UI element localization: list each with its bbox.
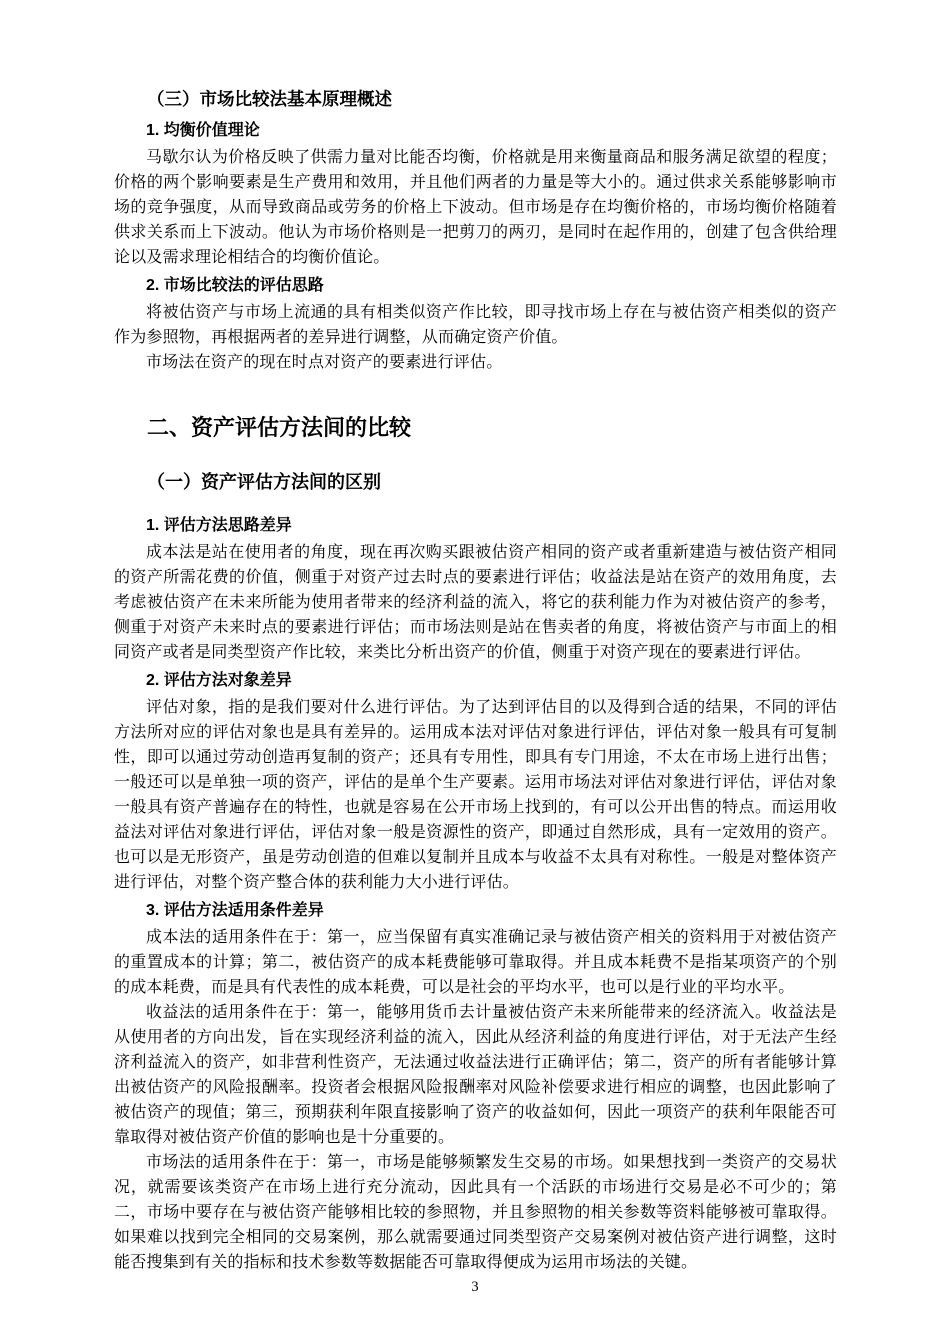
paragraph-cost-method-conditions: 成本法的适用条件在于：第一，应当保留有真实准确记录与被估资产相关的资料用于对被估资产的重置成本的计算；第二，被估资产的成本耗费能够可靠取得。并且成本耗费不是指某项资产的个别的成本耗费，而是具有代表性的成本耗费，可以是社会的平均水平，也可以是行业的平均水平。 bbox=[114, 929, 837, 996]
section-heading-method-differences: （一）资产评估方法间的区别 bbox=[147, 472, 381, 492]
subheading-approach-difference: 1. 评估方法思路差异 bbox=[146, 517, 292, 534]
paragraph-object-difference: 评估对象，指的是我们要对什么进行评估。为了达到评估目的以及得到合适的结果，不同的评估方法所对应的评估对象也是具有差异的。运用成本法对评估对象进行评估，评估对象一般具有可复制性，即可以通过劳动创造再复制的资产；还具有专用性，即具有专门用途，不太在市场上进行出售；一般还可以是单独一项的资产，评估的是单个生产要素。运用市场法对评估对象进行评估，评估对象一般具有资产普遍存在的特性，也就是容易在公开市场上找到的，有可以公开出售的特点。而运用收益法对评估对象进行评估，评估对象一般是资源性的资产，即通过自然形成，具有一定效用的资产。也可以是无形资产，虽是劳动创造的但难以复制并且成本与收益不太具有对称性。一般是对整体资产进行评估，对整个资产整合体的获利能力大小进行评估。 bbox=[114, 699, 837, 891]
paragraph-equilibrium-theory: 马歇尔认为价格反映了供需力量对比能否均衡，价格就是用来衡量商品和服务满足欲望的程度；价格的两个影响要素是生产费用和效用，并且他们两者的力量是等大小的。通过供求关系能够影响市场的竞争强度，从而导致商品或劳务的价格上下波动。但市场是存在均衡价格的，市场均衡价格随着供求关系而上下波动。他认为市场价格则是一把剪刀的两刃，是同时在起作用的，创建了包含供给理论以及需求理论相结合的均衡价值论。 bbox=[114, 149, 837, 266]
section-heading-market-comparison-overview: （三）市场比较法基本原理概述 bbox=[147, 89, 392, 109]
paragraph-income-method-conditions: 收益法的适用条件在于：第一，能够用货币去计量被估资产未来所能带来的经济流入。收益法是从使用者的方向出发，旨在实现经济利益的流入，因此从经济利益的角度进行评估，对于无法产生经济利益流入的资产，如非营利性资产，无法通过收益法进行正确评估；第二，资产的所有者能够计算出被估资产的风险报酬率。投资者会根据风险报酬率对风险补偿要求进行相应的调整，也因此影响了被估资产的现值；第三，预期获利年限直接影响了资产的收益如何，因此一项资产的获利年限能否可靠取得对被估资产价值的影响也是十分重要的。 bbox=[114, 1004, 837, 1146]
paragraph-market-method-conditions: 市场法的适用条件在于：第一，市场是能够频繁发生交易的市场。如果想找到一类资产的交易状况，就需要该类资产在市场上进行充分流动，因此具有一个活跃的市场进行交易是必不可少的；第二，市场中要存在与被估资产能够相比较的参照物，并且参照物的相关参数等资料能够被可靠取得。如果难以找到完全相同的交易案例，那么就需要通过同类型资产交易案例对被估资产进行调整，这时能否搜集到有关的指标和技术参数等数据能否可靠取得便成为运用市场法的关键。 bbox=[114, 1154, 837, 1271]
page-number: 3 bbox=[471, 1279, 479, 1295]
subheading-object-difference: 2. 评估方法对象差异 bbox=[146, 672, 292, 689]
paragraph-market-approach-2: 市场法在资产的现在时点对资产的要素进行评估。 bbox=[146, 354, 503, 371]
paragraph-approach-difference: 成本法是站在使用者的角度，现在再次购买跟被估资产相同的资产或者重新建造与被估资产相同的资产所需花费的价值，侧重于对资产过去时点的要素进行评估；收益法是站在资产的效用角度，去考虑被估资产在未来所能为使用者带来的经济利益的流入，将它的获利能力作为对被估资产的参考，侧重于对资产未来时点的要素进行评估；而市场法则是站在售卖者的角度，将被估资产与市面上的相同资产或者是同类型资产作比较，来类比分析出资产的价值，侧重于对资产现在的要素进行评估。 bbox=[114, 544, 837, 661]
subheading-market-comparison-approach: 2. 市场比较法的评估思路 bbox=[146, 277, 324, 294]
subheading-applicable-conditions-difference: 3. 评估方法适用条件差异 bbox=[146, 902, 324, 919]
subheading-equilibrium-value-theory: 1. 均衡价值理论 bbox=[146, 122, 260, 139]
chapter-heading-method-comparison: 二、资产评估方法间的比较 bbox=[147, 415, 412, 440]
paragraph-market-approach-1: 将被估资产与市场上流通的具有相类似资产作比较，即寻找市场上存在与被估资产相类似的资产作为参照物，再根据两者的差异进行调整，从而确定资产价值。 bbox=[114, 304, 837, 346]
